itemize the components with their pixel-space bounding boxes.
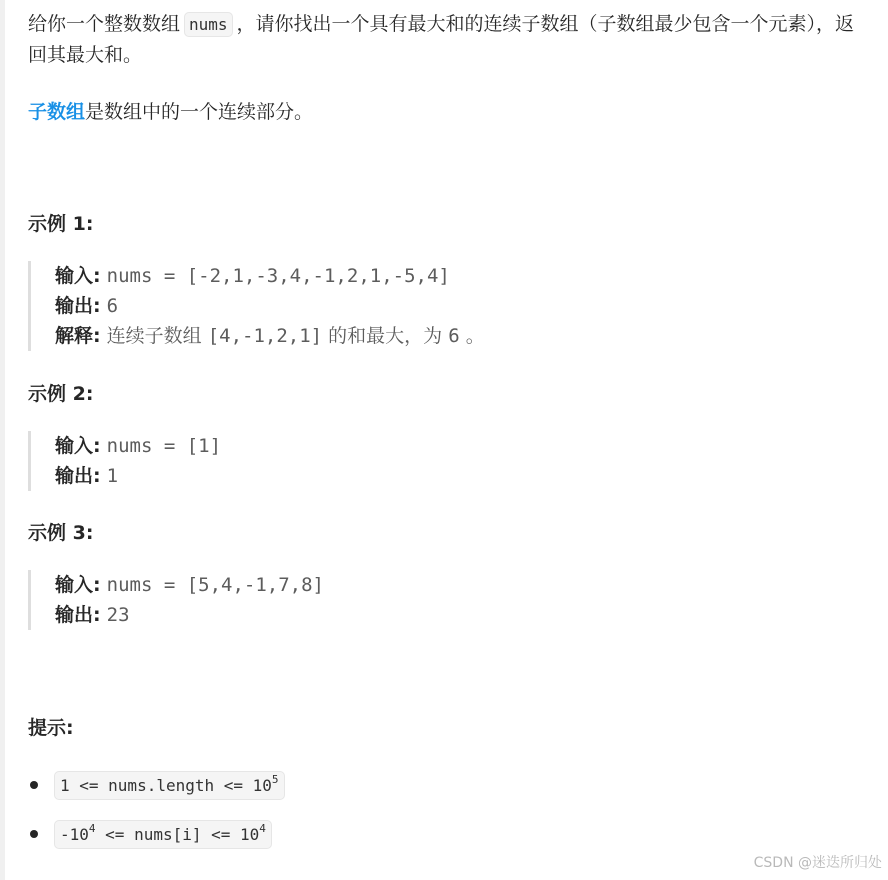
tips-list: [28, 765, 285, 863]
input-label: 输入:: [55, 435, 101, 457]
example-1-title: 示例 1:: [28, 213, 94, 235]
nums-code-term: nums: [184, 12, 233, 37]
constraint-text: 1 <= nums.length <= 10: [60, 775, 272, 795]
output-value: 23: [106, 604, 130, 626]
csdn-watermark: CSDN @迷迭所归处: [753, 855, 882, 871]
constraint-text: <= nums[i] <= 10: [95, 824, 260, 844]
constraint-exponent: 5: [271, 772, 279, 786]
example-3-title: 示例 3:: [28, 522, 94, 544]
example-2-title: 示例 2:: [28, 383, 94, 405]
tips-title: 提示:: [28, 717, 74, 739]
example-1-block: [28, 261, 755, 351]
explain-code-b: 6: [448, 325, 460, 347]
list-item: [28, 765, 285, 805]
example-2-input-row: [55, 431, 755, 461]
explain-text-b: 的和最大，为: [328, 325, 443, 347]
example-3-output-row: [55, 600, 755, 630]
constraint-exponent: 4: [88, 821, 96, 835]
output-value: 6: [106, 295, 119, 317]
subarray-definition: [28, 97, 313, 127]
input-value: nums = [-2,1,-3,4,-1,2,1,-5,4]: [106, 265, 450, 287]
output-value: 1: [106, 465, 119, 487]
example-1-input-row: [55, 261, 755, 291]
output-label: 输出:: [55, 295, 101, 317]
example-3-block: [28, 570, 755, 630]
bullet-icon: [30, 830, 38, 838]
subarray-definition-text: 是数组中的一个连续部分。: [85, 101, 314, 123]
input-value: nums = [1]: [106, 435, 222, 457]
explain-text-a: 连续子数组: [106, 325, 202, 347]
example-2-output-row: [55, 461, 755, 491]
problem-statement: [28, 9, 873, 70]
constraint-exponent: 4: [259, 821, 266, 835]
explain-text-c: 。: [465, 325, 485, 347]
statement-text-1: 给你一个整数数组: [28, 13, 181, 35]
input-label: 输入:: [55, 265, 101, 287]
constraint-range: [54, 820, 272, 849]
output-label: 输出:: [55, 604, 101, 626]
output-label: 输出:: [55, 465, 101, 487]
example-1-explain-row: [55, 321, 755, 351]
subarray-link[interactable]: 子数组: [28, 101, 86, 123]
input-label: 输入:: [55, 574, 101, 596]
list-item: [28, 814, 285, 854]
example-2-block: [28, 431, 755, 491]
explain-code-a: [4,-1,2,1]: [207, 325, 323, 347]
bullet-icon: [30, 781, 38, 789]
explain-label: 解释:: [55, 325, 101, 347]
example-3-input-row: [55, 570, 755, 600]
constraint-text: -10: [60, 824, 89, 844]
constraint-length: [54, 771, 285, 800]
example-1-output-row: [55, 291, 755, 321]
input-value: nums = [5,4,-1,7,8]: [106, 574, 324, 596]
statement-text-2: ，请你找出一个具有最大和的连续子数组（子数组最少包含一个元素），返回其最大和。: [28, 13, 855, 66]
left-border: [0, 0, 5, 880]
